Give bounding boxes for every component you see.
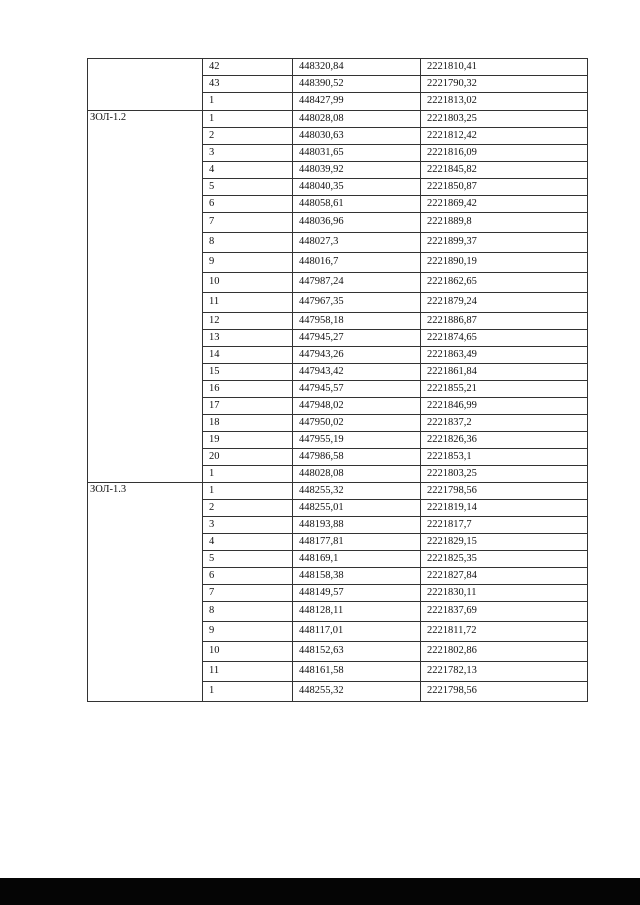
y-coordinate-cell: 2221845,82 [421, 162, 588, 179]
y-coordinate-cell: 2221830,11 [421, 585, 588, 602]
point-number-cell: 8 [203, 602, 293, 622]
y-coordinate-cell: 2221850,87 [421, 179, 588, 196]
x-coordinate-cell: 448255,32 [293, 483, 421, 500]
point-number-cell: 43 [203, 76, 293, 93]
x-coordinate-cell: 448040,35 [293, 179, 421, 196]
x-coordinate-cell: 448390,52 [293, 76, 421, 93]
x-coordinate-cell: 448028,08 [293, 466, 421, 483]
x-coordinate-cell: 448320,84 [293, 59, 421, 76]
point-number-cell: 10 [203, 273, 293, 293]
x-coordinate-cell: 448058,61 [293, 196, 421, 213]
x-coordinate-cell: 448117,01 [293, 622, 421, 642]
point-number-cell: 19 [203, 432, 293, 449]
y-coordinate-cell: 2221782,13 [421, 662, 588, 682]
x-coordinate-cell: 447948,02 [293, 398, 421, 415]
point-number-cell: 13 [203, 330, 293, 347]
x-coordinate-cell: 448161,58 [293, 662, 421, 682]
point-number-cell: 4 [203, 162, 293, 179]
x-coordinate-cell: 448036,96 [293, 213, 421, 233]
y-coordinate-cell: 2221862,65 [421, 273, 588, 293]
point-number-cell: 2 [203, 500, 293, 517]
x-coordinate-cell: 447945,57 [293, 381, 421, 398]
table-row [88, 59, 588, 76]
x-coordinate-cell: 448028,08 [293, 111, 421, 128]
y-coordinate-cell: 2221811,72 [421, 622, 588, 642]
point-number-cell: 10 [203, 642, 293, 662]
point-number-cell: 8 [203, 233, 293, 253]
point-number-cell: 11 [203, 293, 293, 313]
point-number-cell: 16 [203, 381, 293, 398]
point-number-cell: 1 [203, 682, 293, 702]
x-coordinate-cell: 447958,18 [293, 313, 421, 330]
point-number-cell: 3 [203, 517, 293, 534]
point-number-cell: 2 [203, 128, 293, 145]
point-number-cell: 9 [203, 622, 293, 642]
point-number-cell: 5 [203, 551, 293, 568]
point-number-cell: 11 [203, 662, 293, 682]
point-number-cell: 1 [203, 466, 293, 483]
scan-bottom-border [0, 878, 640, 905]
point-number-cell: 14 [203, 347, 293, 364]
x-coordinate-cell: 448027,3 [293, 233, 421, 253]
point-number-cell: 9 [203, 253, 293, 273]
point-number-cell: 1 [203, 93, 293, 111]
x-coordinate-cell: 448149,57 [293, 585, 421, 602]
x-coordinate-cell: 448031,65 [293, 145, 421, 162]
point-number-cell: 6 [203, 568, 293, 585]
y-coordinate-cell: 2221798,56 [421, 682, 588, 702]
point-number-cell: 1 [203, 483, 293, 500]
point-number-cell: 20 [203, 449, 293, 466]
x-coordinate-cell: 448255,01 [293, 500, 421, 517]
table-row [88, 483, 588, 500]
x-coordinate-cell: 447943,26 [293, 347, 421, 364]
y-coordinate-cell: 2221813,02 [421, 93, 588, 111]
x-coordinate-cell: 448016,7 [293, 253, 421, 273]
point-number-cell: 15 [203, 364, 293, 381]
table-row [88, 111, 588, 128]
y-coordinate-cell: 2221829,15 [421, 534, 588, 551]
zone-label-cell [88, 59, 203, 111]
x-coordinate-cell: 448158,38 [293, 568, 421, 585]
x-coordinate-cell: 447967,35 [293, 293, 421, 313]
x-coordinate-cell: 447986,58 [293, 449, 421, 466]
y-coordinate-cell: 2221874,65 [421, 330, 588, 347]
y-coordinate-cell: 2221817,7 [421, 517, 588, 534]
point-number-cell: 42 [203, 59, 293, 76]
y-coordinate-cell: 2221825,35 [421, 551, 588, 568]
point-number-cell: 7 [203, 213, 293, 233]
y-coordinate-cell: 2221810,41 [421, 59, 588, 76]
y-coordinate-cell: 2221869,42 [421, 196, 588, 213]
x-coordinate-cell: 448427,99 [293, 93, 421, 111]
x-coordinate-cell: 447955,19 [293, 432, 421, 449]
y-coordinate-cell: 2221803,25 [421, 466, 588, 483]
x-coordinate-cell: 448177,81 [293, 534, 421, 551]
y-coordinate-cell: 2221803,25 [421, 111, 588, 128]
x-coordinate-cell: 448255,32 [293, 682, 421, 702]
y-coordinate-cell: 2221790,32 [421, 76, 588, 93]
zone-label-cell: ЗОЛ-1.3 [88, 483, 203, 702]
y-coordinate-cell: 2221886,87 [421, 313, 588, 330]
zone-label-cell: ЗОЛ-1.2 [88, 111, 203, 483]
x-coordinate-cell: 447987,24 [293, 273, 421, 293]
x-coordinate-cell: 448169,1 [293, 551, 421, 568]
y-coordinate-cell: 2221816,09 [421, 145, 588, 162]
y-coordinate-cell: 2221846,99 [421, 398, 588, 415]
coordinates-table [87, 58, 588, 702]
x-coordinate-cell: 448039,92 [293, 162, 421, 179]
coordinates-table-body [88, 59, 588, 702]
y-coordinate-cell: 2221802,86 [421, 642, 588, 662]
y-coordinate-cell: 2221890,19 [421, 253, 588, 273]
x-coordinate-cell: 448128,11 [293, 602, 421, 622]
x-coordinate-cell: 447950,02 [293, 415, 421, 432]
y-coordinate-cell: 2221819,14 [421, 500, 588, 517]
point-number-cell: 12 [203, 313, 293, 330]
y-coordinate-cell: 2221812,42 [421, 128, 588, 145]
y-coordinate-cell: 2221863,49 [421, 347, 588, 364]
point-number-cell: 1 [203, 111, 293, 128]
y-coordinate-cell: 2221837,2 [421, 415, 588, 432]
x-coordinate-cell: 448030,63 [293, 128, 421, 145]
x-coordinate-cell: 447945,27 [293, 330, 421, 347]
point-number-cell: 7 [203, 585, 293, 602]
point-number-cell: 5 [203, 179, 293, 196]
y-coordinate-cell: 2221837,69 [421, 602, 588, 622]
y-coordinate-cell: 2221861,84 [421, 364, 588, 381]
point-number-cell: 18 [203, 415, 293, 432]
y-coordinate-cell: 2221798,56 [421, 483, 588, 500]
point-number-cell: 17 [203, 398, 293, 415]
x-coordinate-cell: 447943,42 [293, 364, 421, 381]
y-coordinate-cell: 2221855,21 [421, 381, 588, 398]
y-coordinate-cell: 2221879,24 [421, 293, 588, 313]
point-number-cell: 6 [203, 196, 293, 213]
point-number-cell: 4 [203, 534, 293, 551]
y-coordinate-cell: 2221889,8 [421, 213, 588, 233]
y-coordinate-cell: 2221826,36 [421, 432, 588, 449]
y-coordinate-cell: 2221899,37 [421, 233, 588, 253]
x-coordinate-cell: 448193,88 [293, 517, 421, 534]
point-number-cell: 3 [203, 145, 293, 162]
x-coordinate-cell: 448152,63 [293, 642, 421, 662]
y-coordinate-cell: 2221827,84 [421, 568, 588, 585]
y-coordinate-cell: 2221853,1 [421, 449, 588, 466]
